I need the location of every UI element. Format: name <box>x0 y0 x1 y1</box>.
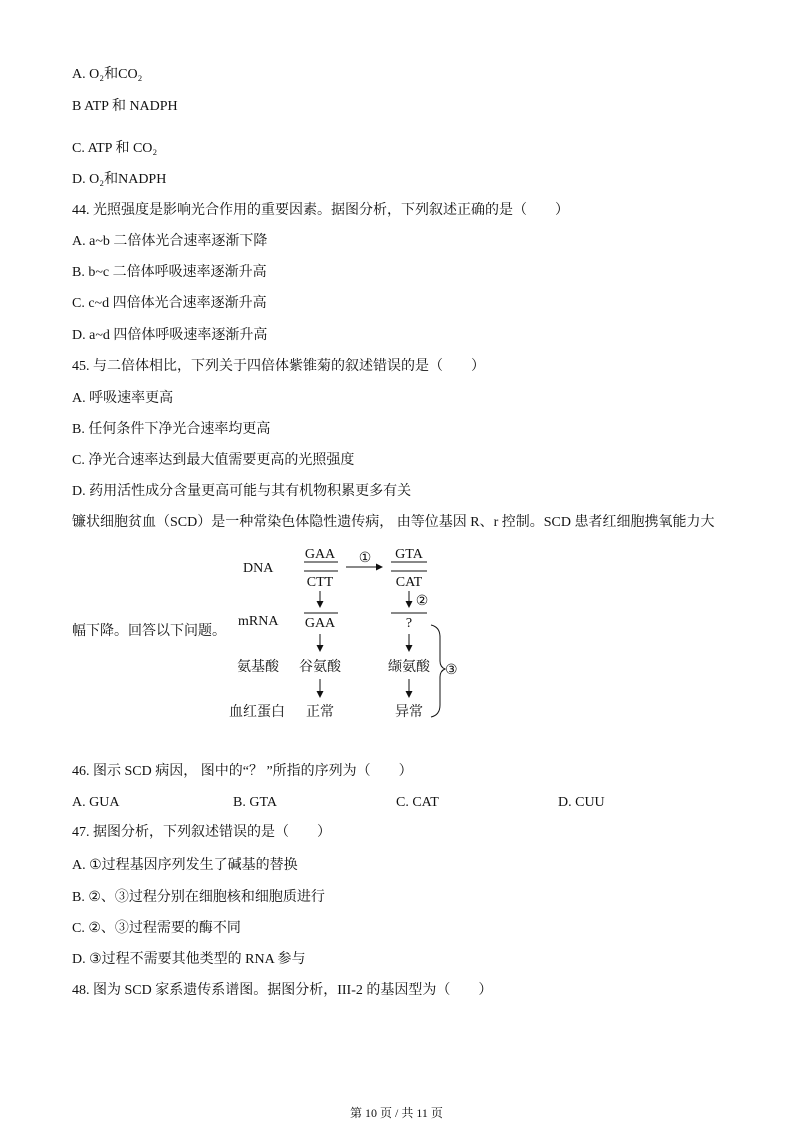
scd-intro: 镰状细胞贫血（SCD）是一种常染色体隐性遗传病， 由等位基因 R、r 控制。SCD 患者红细胞携氧能力大 <box>72 515 715 530</box>
step-3-label: ③ <box>445 663 458 678</box>
q44-option-a: A. a~b 二倍体光合速率逐渐下降 <box>72 234 268 249</box>
q46-option-a: A. GUA <box>72 795 120 810</box>
q45-option-d: D. 药用活性成分含量更高可能与其有机物积累更多有关 <box>72 484 412 499</box>
q43-option-c: C. ATP 和 CO₂ <box>72 141 158 156</box>
page-footer: 第 10 页 / 共 11 页 <box>350 1106 443 1120</box>
q45-option-c: C. 净光合速率达到最大值需要更高的光照强度 <box>72 453 355 468</box>
mutant-mrna: ? <box>405 616 413 631</box>
q47-stem: 47. 据图分析，下列叙述错误的是（ ） <box>72 825 331 840</box>
mutant-dna-bottom: CAT <box>395 575 423 590</box>
q47-option-b: B. ②、③过程分别在细胞核和细胞质进行 <box>72 890 325 905</box>
mutant-amino-acid: 缬氨酸 <box>388 660 430 675</box>
q46-option-c: C. CAT <box>396 795 439 810</box>
q43-option-d: D. O₂和NADPH <box>72 172 167 187</box>
normal-protein: 正常 <box>306 705 334 720</box>
q43-option-a: A. O₂和CO₂ <box>72 67 143 82</box>
normal-dna-top: GAA <box>304 547 336 562</box>
mutant-protein: 异常 <box>395 705 423 720</box>
q44-option-b: B. b~c 二倍体呼吸速率逐渐升高 <box>72 265 267 280</box>
q46-option-d: D. CUU <box>558 795 605 810</box>
q45-option-a: A. 呼吸速率更高 <box>72 391 174 406</box>
label-amino-acid: 氨基酸 <box>237 660 279 675</box>
q44-stem: 44. 光照强度是影响光合作用的重要因素。据图分析，下列叙述正确的是（ ） <box>72 203 569 218</box>
q43-option-b: B ATP 和 NADPH <box>72 99 178 114</box>
normal-mrna: GAA <box>304 616 336 631</box>
scd-mechanism-diagram <box>220 535 480 730</box>
q45-stem: 45. 与二倍体相比，下列关于四倍体紫锥菊的叙述错误的是（ ） <box>72 359 485 374</box>
scd-intro-continued: 幅下降。回答以下问题。 <box>72 624 226 639</box>
mutant-dna-top: GTA <box>395 547 423 562</box>
q48-stem: 48. 图为 SCD 家系遗传系谱图。据图分析，III-2 的基因型为（ ） <box>72 983 493 998</box>
q46-option-b: B. GTA <box>233 795 277 810</box>
q47-option-c: C. ②、③过程需要的酶不同 <box>72 921 241 936</box>
q47-option-a: A. ①过程基因序列发生了碱基的替换 <box>72 858 298 873</box>
q44-option-d: D. a~d 四倍体呼吸速率逐渐升高 <box>72 328 268 343</box>
q47-option-d: D. ③过程不需要其他类型的 RNA 参与 <box>72 952 306 967</box>
step-1-label: ① <box>358 551 372 566</box>
label-mrna: mRNA <box>238 614 279 629</box>
label-dna: DNA <box>243 561 274 576</box>
q46-stem: 46. 图示 SCD 病因， 图中的“？ ”所指的序列为（ ） <box>72 764 413 779</box>
q44-option-c: C. c~d 四倍体光合速率逐渐升高 <box>72 296 267 311</box>
label-hemoglobin: 血红蛋白 <box>229 705 285 720</box>
brace-icon <box>431 625 445 717</box>
normal-dna-bottom: CTT <box>306 575 334 590</box>
q45-option-b: B. 任何条件下净光合速率均更高 <box>72 422 271 437</box>
step-2-label: ② <box>415 594 429 609</box>
normal-amino-acid: 谷氨酸 <box>299 660 341 675</box>
